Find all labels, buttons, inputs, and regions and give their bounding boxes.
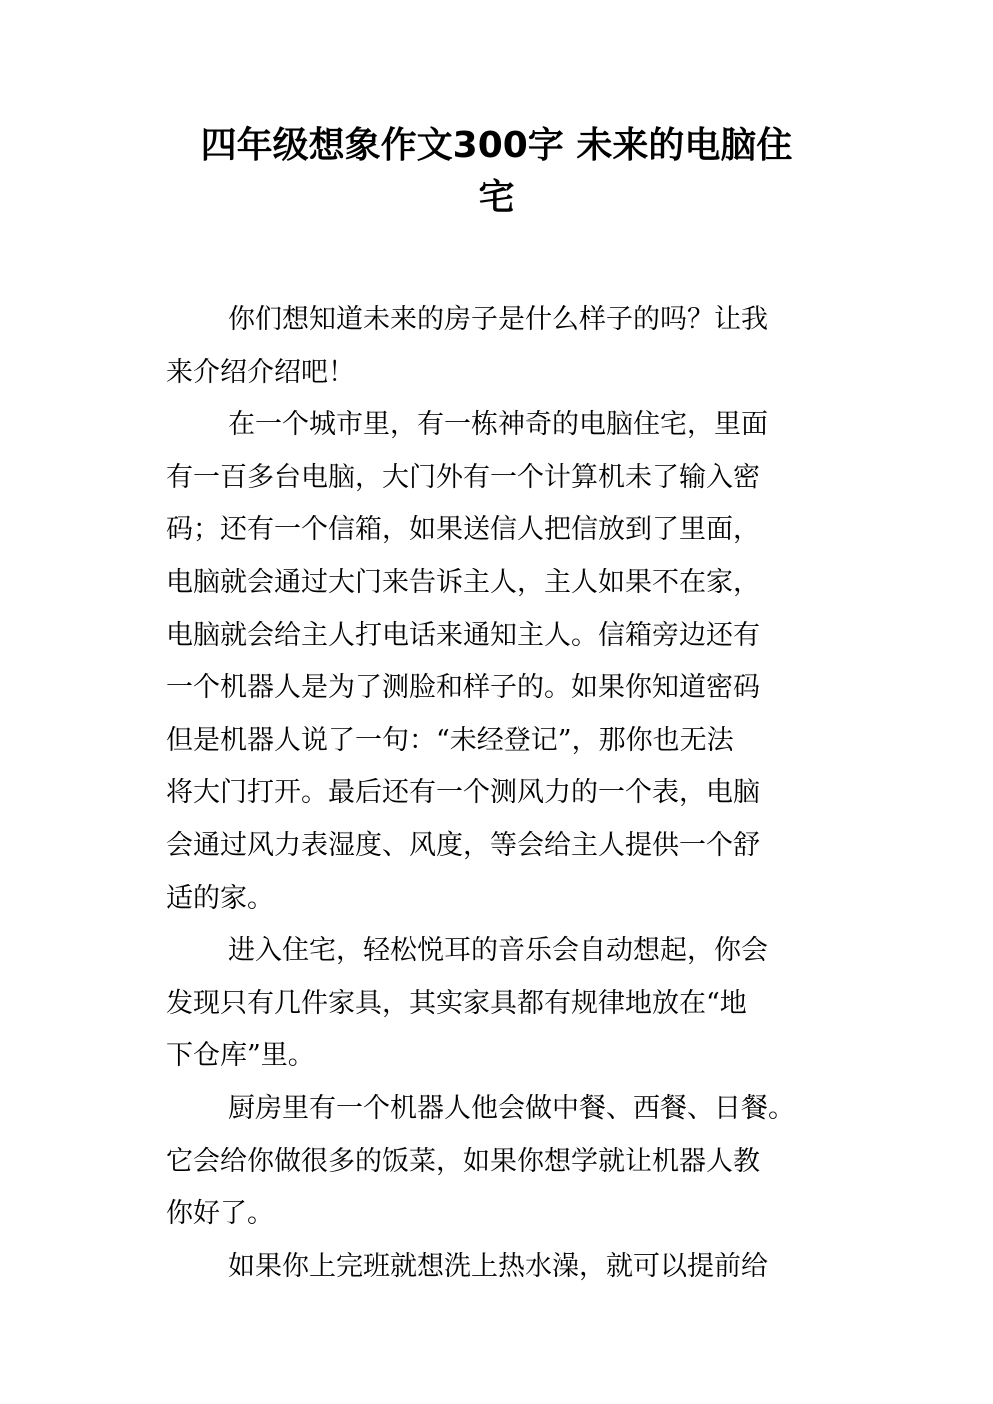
document-body [166, 294, 866, 1293]
paragraph-line: 它会给你做很多的饭菜，如果你想学就让机器人教 [166, 1145, 760, 1177]
paragraph-line: 有一百多台电脑，大门外有一个计算机未了输入密 [166, 461, 760, 493]
paragraph-line: 码；还有一个信箱，如果送信人把信放到了里面， [166, 514, 760, 546]
document-title [150, 120, 843, 224]
paragraph-line: 进入住宅，轻松悦耳的音乐会自动想起，你会 [228, 935, 768, 967]
paragraph-line: 你们想知道未来的房子是什么样子的吗？让我 [228, 304, 768, 335]
paragraph-line: 在一个城市里，有一栋神奇的电脑住宅，里面 [228, 409, 768, 441]
paragraph-line: 适的家。 [166, 882, 274, 914]
paragraph-line: 将大门打开。最后还有一个测风力的一个表，电脑 [166, 777, 760, 809]
paragraph-line: 你好了。 [166, 1198, 274, 1230]
paragraph-line: 电脑就会给主人打电话来通知主人。信箱旁边还有 [166, 619, 760, 651]
title-line: 四年级想象作文300字 未来的电脑住 [200, 125, 793, 166]
paragraph-line: 如果你上完班就想洗上热水澡，就可以提前给 [228, 1250, 768, 1282]
paragraph-line: 下仓库”里。 [166, 1040, 315, 1072]
paragraph-line: 电脑就会通过大门来告诉主人，主人如果不在家， [166, 566, 760, 598]
paragraph-line: 会通过风力表湿度、风度，等会给主人提供一个舒 [166, 829, 760, 861]
paragraph-line: 一个机器人是为了测脸和样子的。如果你知道密码 [166, 672, 760, 704]
paragraph-line: 但是机器人说了一句：“未经登记”，那你也无法 [166, 724, 734, 756]
paragraph-line: 来介绍介绍吧！ [166, 356, 355, 388]
paragraph-line: 发现只有几件家具，其实家具都有规律地放在“地 [166, 987, 747, 1019]
paragraph-line: 厨房里有一个机器人他会做中餐、西餐、日餐。 [228, 1092, 795, 1124]
title-line: 宅 [478, 177, 515, 218]
